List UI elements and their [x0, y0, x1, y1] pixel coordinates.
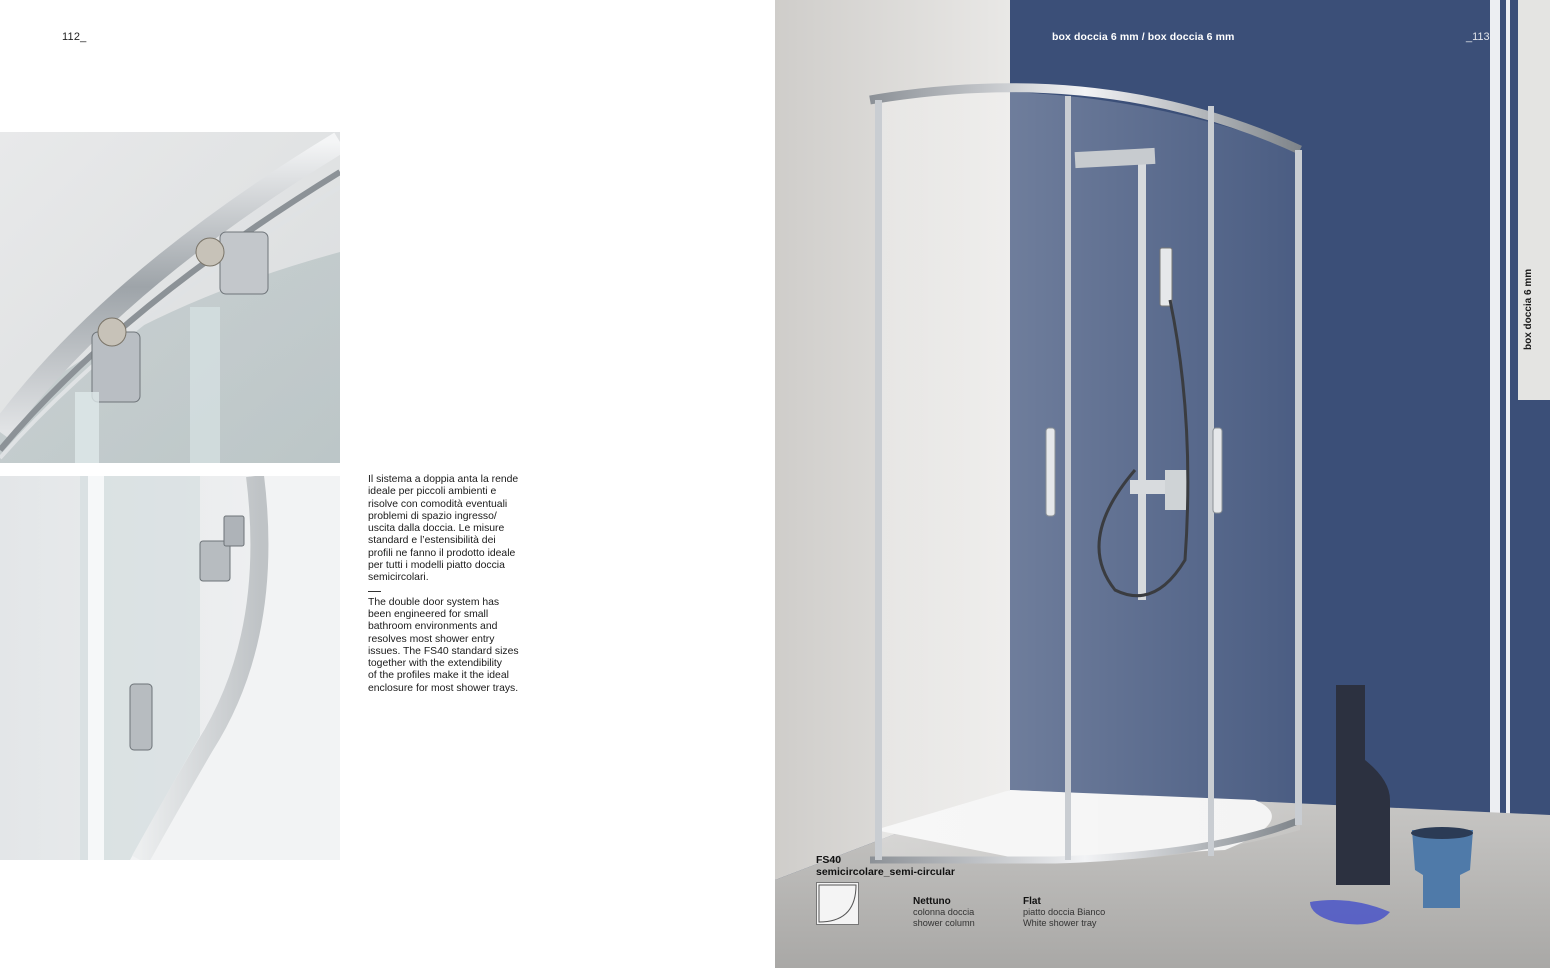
detail-photo-rollers [0, 132, 340, 463]
shower-enclosure-photo [775, 0, 1550, 968]
product-shape: semicircolare_semi-circular [816, 865, 955, 878]
detail-photo-handle [0, 476, 340, 860]
spec-name: Flat [1023, 896, 1041, 907]
product-label [816, 855, 955, 878]
product-code: FS40 [816, 854, 842, 866]
header-title: box doccia 6 mm / box doccia 6 mm [1052, 31, 1235, 43]
text-divider [368, 591, 381, 592]
right-page [775, 0, 1550, 968]
side-tab-label: box doccia 6 mm [1523, 268, 1534, 350]
spec-desc-it: piatto doccia Bianco [1023, 907, 1106, 917]
spec-shower-column [913, 896, 975, 929]
description-english: The double door system has been engineered for small bathroom environments and resolves most shower entry issues. The FS40 standard sizes together with the extendibility of the profiles make it the ideal enclosure for most shower trays. [368, 596, 519, 694]
semicircular-shape-icon [816, 882, 859, 925]
spec-desc-it: colonna doccia [913, 907, 975, 917]
description-italian: Il sistema a doppia anta la rende ideale per piccoli ambienti e risolve con comodità eventuali problemi di spazio ingresso/ uscita dalla doccia. Le misure standard e l’estensibilità dei profili ne fanno il prodotto ideale per tutti i modelli piatto doccia semicircolari. [368, 474, 519, 584]
spec-name: Nettuno [913, 896, 951, 907]
spec-desc-en: shower column [913, 918, 975, 928]
page-number-left: 112_ [62, 31, 87, 43]
spec-desc-en: White shower tray [1023, 918, 1097, 928]
spec-shower-tray [1023, 896, 1105, 929]
page-number-right: _113 [1466, 31, 1490, 43]
description-text [368, 474, 533, 695]
